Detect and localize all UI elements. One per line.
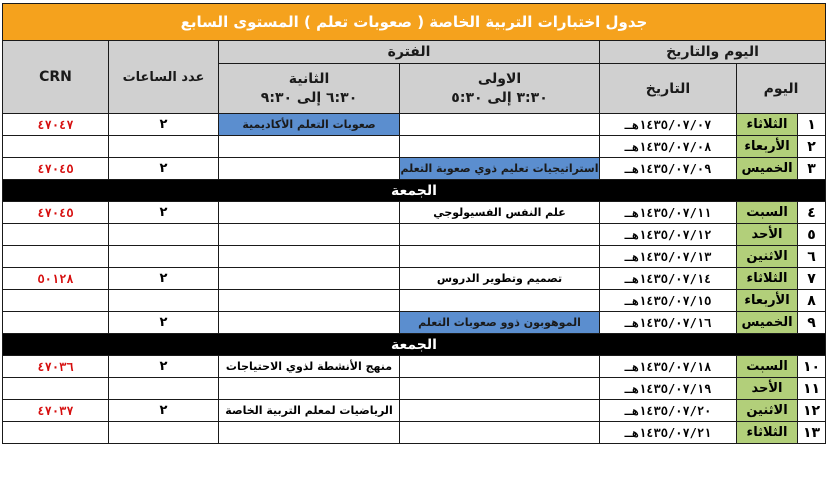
crn-cell [3,246,109,268]
first-period-course [400,290,600,312]
day-cell: الخميس [737,158,798,180]
second-period-course [219,136,400,158]
second-period-time: ٦:٣٠ إلى ٩:٣٠ [260,89,358,106]
hours-cell: ٢ [109,400,219,422]
header-row-1 [3,41,826,64]
row-number: ١٣ [798,422,826,444]
row-number: ٣ [798,158,826,180]
hours-cell: ٢ [109,202,219,224]
first-period-label: الاولى [477,70,522,87]
first-period-course [400,224,600,246]
header-period: الفترة [219,41,600,64]
day-cell: الثلاثاء [737,268,798,290]
crn-cell [3,422,109,444]
table-row [3,356,826,378]
row-number: ٧ [798,268,826,290]
second-period-course: الرياضيات لمعلم التربية الخاصة [219,400,400,422]
table-row [3,224,826,246]
table-row [3,378,826,400]
hours-cell: ٢ [109,158,219,180]
date-cell: ١٤٣٥/٠٧/١٤هـ [600,268,737,290]
first-period-course: استراتيجيات تعليم ذوي صعوبة التعلم [400,158,600,180]
second-period-course [219,312,400,334]
table-row [3,290,826,312]
friday-separator: الجمعة [3,334,826,356]
header-second-period [219,64,400,114]
table-row [3,312,826,334]
row-number: ٩ [798,312,826,334]
crn-cell [3,378,109,400]
friday-row [3,180,826,202]
row-number: ٨ [798,290,826,312]
day-cell: الخميس [737,312,798,334]
row-number: ٥ [798,224,826,246]
hours-cell [109,378,219,400]
table-row [3,246,826,268]
hours-cell: ٢ [109,312,219,334]
day-cell: السبت [737,202,798,224]
header-hours: عدد الساعات [109,41,219,114]
header-crn: CRN [3,41,109,114]
crn-cell [3,312,109,334]
first-period-course: علم النفس الفسيولوجي [400,202,600,224]
row-number: ٤ [798,202,826,224]
table-row [3,114,826,136]
second-period-course [219,224,400,246]
crn-cell [3,224,109,246]
date-cell: ١٤٣٥/٠٧/٢١هـ [600,422,737,444]
second-period-course [219,378,400,400]
date-cell: ١٤٣٥/٠٧/١٣هـ [600,246,737,268]
row-number: ١١ [798,378,826,400]
day-cell: الثلاثاء [737,114,798,136]
date-cell: ١٤٣٥/٠٧/٢٠هـ [600,400,737,422]
hours-cell [109,136,219,158]
date-cell: ١٤٣٥/٠٧/٠٨هـ [600,136,737,158]
friday-row [3,334,826,356]
date-cell: ١٤٣٥/٠٧/١٢هـ [600,224,737,246]
date-cell: ١٤٣٥/٠٧/١٦هـ [600,312,737,334]
first-period-course [400,422,600,444]
second-period-course [219,290,400,312]
header-first-period [400,64,600,114]
day-cell: الأربعاء [737,136,798,158]
row-number: ١٠ [798,356,826,378]
second-period-course [219,202,400,224]
day-cell: الأحد [737,224,798,246]
hours-cell [109,224,219,246]
first-period-course: الموهوبون ذوو صعوبات التعلم [400,312,600,334]
hours-cell [109,422,219,444]
table-row [3,422,826,444]
crn-cell: ٤٧٠٤٥ [3,202,109,224]
first-period-course [400,400,600,422]
first-period-course [400,114,600,136]
day-cell: الثلاثاء [737,422,798,444]
hours-cell [109,290,219,312]
first-period-course: تصميم وتطوير الدروس [400,268,600,290]
second-period-course [219,246,400,268]
crn-cell: ٤٧٠٤٧ [3,114,109,136]
first-period-course [400,378,600,400]
row-number: ١٢ [798,400,826,422]
second-period-course [219,158,400,180]
second-period-course [219,422,400,444]
second-period-course [219,268,400,290]
table-row [3,202,826,224]
day-cell: الأحد [737,378,798,400]
first-period-course [400,356,600,378]
hours-cell: ٢ [109,268,219,290]
crn-cell: ٤٧٠٣٦ [3,356,109,378]
first-period-time: ٣:٣٠ إلى ٥:٣٠ [451,89,548,106]
exam-schedule-table [2,3,826,444]
date-cell: ١٤٣٥/٠٧/٠٧هـ [600,114,737,136]
second-period-course: صعوبات التعلم الأكاديمية [219,114,400,136]
day-cell: الأربعاء [737,290,798,312]
hours-cell: ٢ [109,114,219,136]
date-cell: ١٤٣٥/٠٧/١٩هـ [600,378,737,400]
table-row [3,400,826,422]
row-number: ١ [798,114,826,136]
day-cell: السبت [737,356,798,378]
second-period-course: منهج الأنشطة لذوي الاحتياجات [219,356,400,378]
second-period-label: الثانية [288,70,330,87]
date-cell: ١٤٣٥/٠٧/٠٩هـ [600,158,737,180]
title-row [3,4,826,41]
table-title: جدول اختبارات التربية الخاصة ( صعوبات تعلم ) المستوى السابع [3,4,826,41]
header-day-and-date: اليوم والتاريخ [600,41,826,64]
date-cell: ١٤٣٥/٠٧/١١هـ [600,202,737,224]
crn-cell: ٤٧٠٣٧ [3,400,109,422]
day-cell: الاثنين [737,400,798,422]
crn-cell [3,136,109,158]
friday-separator: الجمعة [3,180,826,202]
date-cell: ١٤٣٥/٠٧/١٥هـ [600,290,737,312]
crn-cell [3,290,109,312]
header-date: التاريخ [600,64,737,114]
first-period-course [400,136,600,158]
date-cell: ١٤٣٥/٠٧/١٨هـ [600,356,737,378]
crn-cell: ٤٧٠٤٥ [3,158,109,180]
header-day: اليوم [737,64,826,114]
row-number: ٢ [798,136,826,158]
table-row [3,136,826,158]
row-number: ٦ [798,246,826,268]
table-row [3,158,826,180]
first-period-course [400,246,600,268]
hours-cell: ٢ [109,356,219,378]
day-cell: الاثنين [737,246,798,268]
crn-cell: ٥٠١٢٨ [3,268,109,290]
hours-cell [109,246,219,268]
table-row [3,268,826,290]
